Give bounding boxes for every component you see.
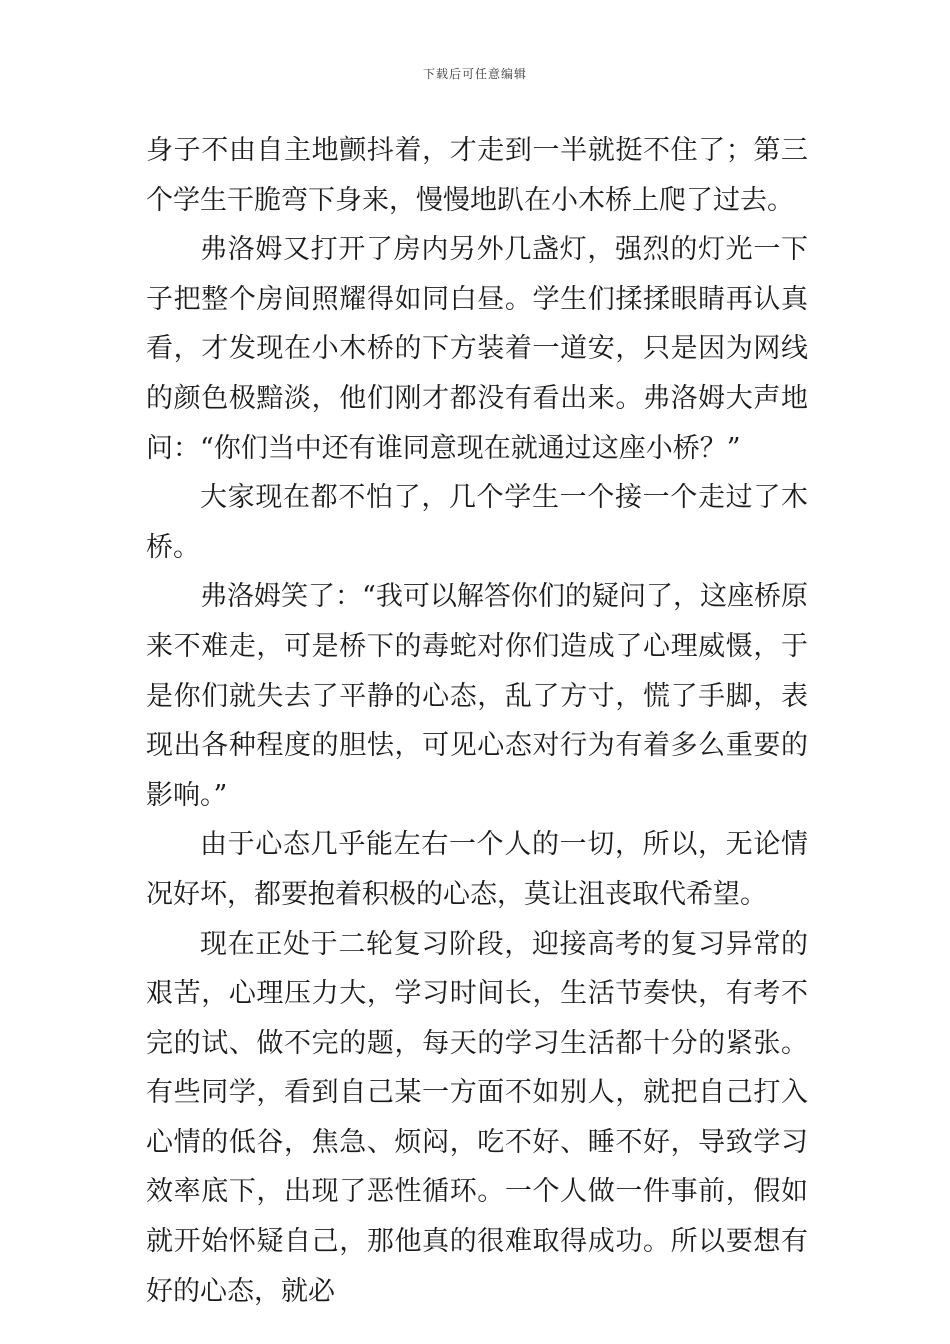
paragraph-crossing: 大家现在都不怕了，几个学生一个接一个走过了木桥。 xyxy=(146,482,808,563)
paragraph-continuation: 身子不由自主地颤抖着，才走到一半就挺不住了；第三个学生干脆弯下身来，慢慢地趴在小木桥上爬了过去。 xyxy=(146,135,808,216)
paragraph-fromm-answer: 弗洛姆笑了：“我可以解答你们的疑问了，这座桥原来不难走，可是桥下的毒蛇对你们造成了心理威慑，于是你们就失去了平静的心态，乱了方寸，慌了手脚，表现出各种程度的胆怯，可见心态对行为有着多么重要的影响。” xyxy=(146,581,808,811)
header-note: 下载后可任意编辑 xyxy=(422,67,527,81)
paragraph-review: 现在正处于二轮复习阶段，迎接高考的复习异常的艰苦，心理压力大，学习时间长，生活节奏快，有考不完的试、做不完的题，每天的学习生活都十分的紧张。有些同学，看到自己某一方面不如别人，就把自己打入心情的低谷，焦急、烦闷，吃不好、睡不好，导致学习效率底下，出现了恶性循环。一个人做一件事前，假如就开始怀疑自己，那他真的很难取得成功。所以要想有好的心态，就必 xyxy=(146,928,808,1307)
body-text xyxy=(146,126,808,1316)
paragraph-mindset: 由于心态几乎能左右一个人的一切，所以，无论情况好坏，都要抱着积极的心态，莫让沮丧取代希望。 xyxy=(146,829,808,910)
paragraph-lights: 弗洛姆又打开了房内另外几盏灯，强烈的灯光一下子把整个房间照耀得如同白昼。学生们揉揉眼睛再认真看，才发现在小木桥的下方装着一道安，只是因为网线的颜色极黯淡，他们刚才都没有看出来。弗洛姆大声地问：“你们当中还有谁同意现在就通过这座小桥？” xyxy=(146,234,808,464)
